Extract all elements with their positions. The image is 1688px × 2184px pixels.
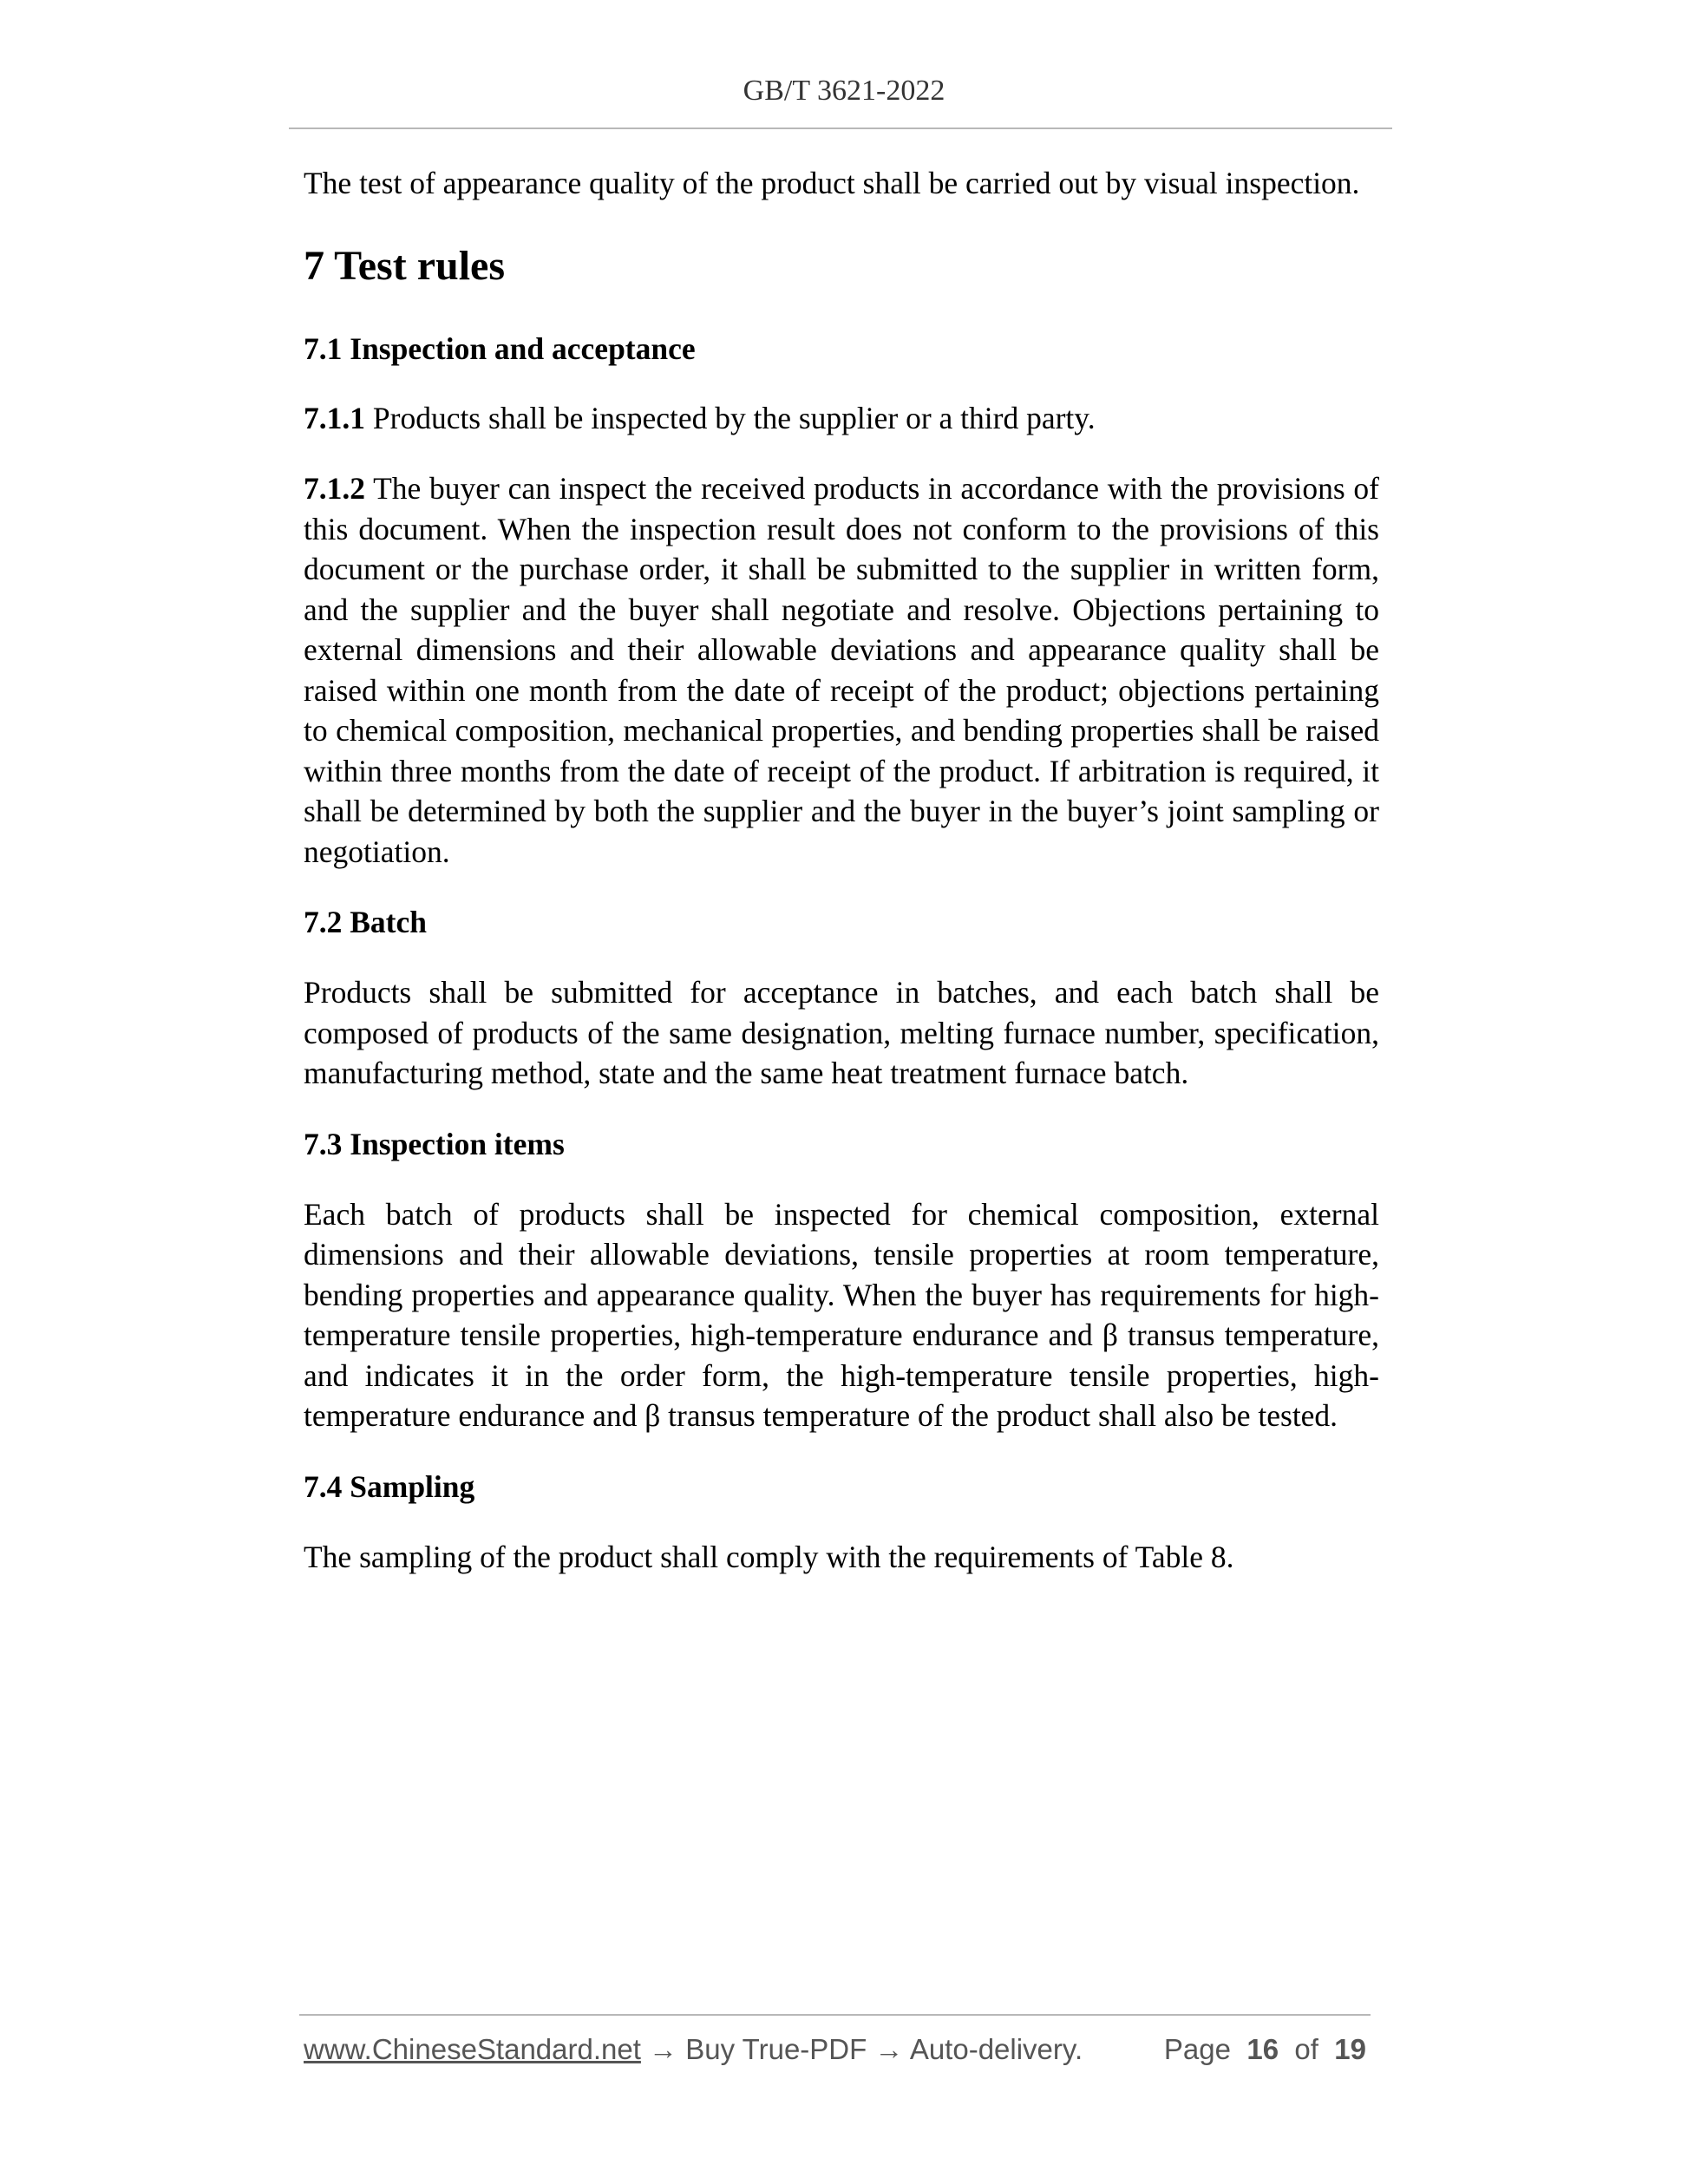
clause-text: Products shall be inspected by the supplier or a third party. bbox=[365, 400, 1096, 435]
page-total: 19 bbox=[1334, 2033, 1366, 2065]
section-7-heading: 7 Test rules bbox=[304, 242, 506, 289]
header-divider bbox=[289, 128, 1392, 129]
page-header: GB/T 3621-2022 bbox=[743, 75, 945, 107]
promo-text: → Buy True-PDF → Auto-delivery. bbox=[640, 2033, 1083, 2065]
page-of: of bbox=[1294, 2033, 1318, 2065]
page-label: Page bbox=[1163, 2033, 1231, 2065]
page-indicator bbox=[1164, 2028, 1366, 2071]
clause-number: 7.1.1 bbox=[304, 400, 365, 435]
site-link[interactable]: www.ChineseStandard.net bbox=[304, 2033, 641, 2065]
clause-7-1-2 bbox=[304, 468, 1379, 872]
page-current: 16 bbox=[1246, 2033, 1279, 2065]
section-7-3-heading: 7.3 Inspection items bbox=[304, 1126, 565, 1161]
footer-promo bbox=[304, 2028, 1083, 2071]
clause-number: 7.1.2 bbox=[304, 471, 365, 506]
section-7-1-heading: 7.1 Inspection and acceptance bbox=[304, 330, 696, 366]
section-7-4-paragraph: The sampling of the product shall comply with the requirements of Table 8. bbox=[304, 1539, 1234, 1574]
clause-text: The buyer can inspect the received products in accordance with the provisions of this document. When the inspection result does not conform to the provisions of this document or the purchase order, it shall be submitted to the supplier in written form, and the supplier and the buyer shall negotiate and resolve. Objections pertaining to external dimensions and their allowable deviations and appearance quality shall be raised within one month from the date of receipt of the product; objections pertaining to chemical composition, mechanical properties, and bending properties shall be raised within three months from the date of receipt of the product. If arbitration is required, it shall be determined by both the supplier and the buyer in the buyer’s joint sampling or negotiation. bbox=[304, 471, 1379, 869]
clause-7-1-1 bbox=[304, 398, 1379, 439]
section-7-3-paragraph: Each batch of products shall be inspected for chemical composition, external dimensions and their allowable deviations, tensile properties at room temperature, bending properties and appearance quality. When the buyer has requirements for high-temperature tensile properties, high-temperature endurance and β transus temperature, and indicates it in the order form, the high-temperature tensile properties, high-temperature endurance and β transus temperature of the product shall also be tested. bbox=[304, 1196, 1379, 1433]
intro-paragraph: The test of appearance quality of the product shall be carried out by visual inspection. bbox=[304, 166, 1360, 200]
section-7-4-heading: 7.4 Sampling bbox=[304, 1468, 475, 1504]
section-7-2-paragraph: Products shall be submitted for acceptance in batches, and each batch shall be composed of products of the same designation, melting furnace number, specification, manufacturing method, state and the same heat treatment furnace batch. bbox=[304, 975, 1379, 1090]
footer-divider bbox=[299, 2014, 1371, 2016]
section-7-2-heading: 7.2 Batch bbox=[304, 905, 427, 939]
document-body bbox=[304, 163, 1379, 1577]
